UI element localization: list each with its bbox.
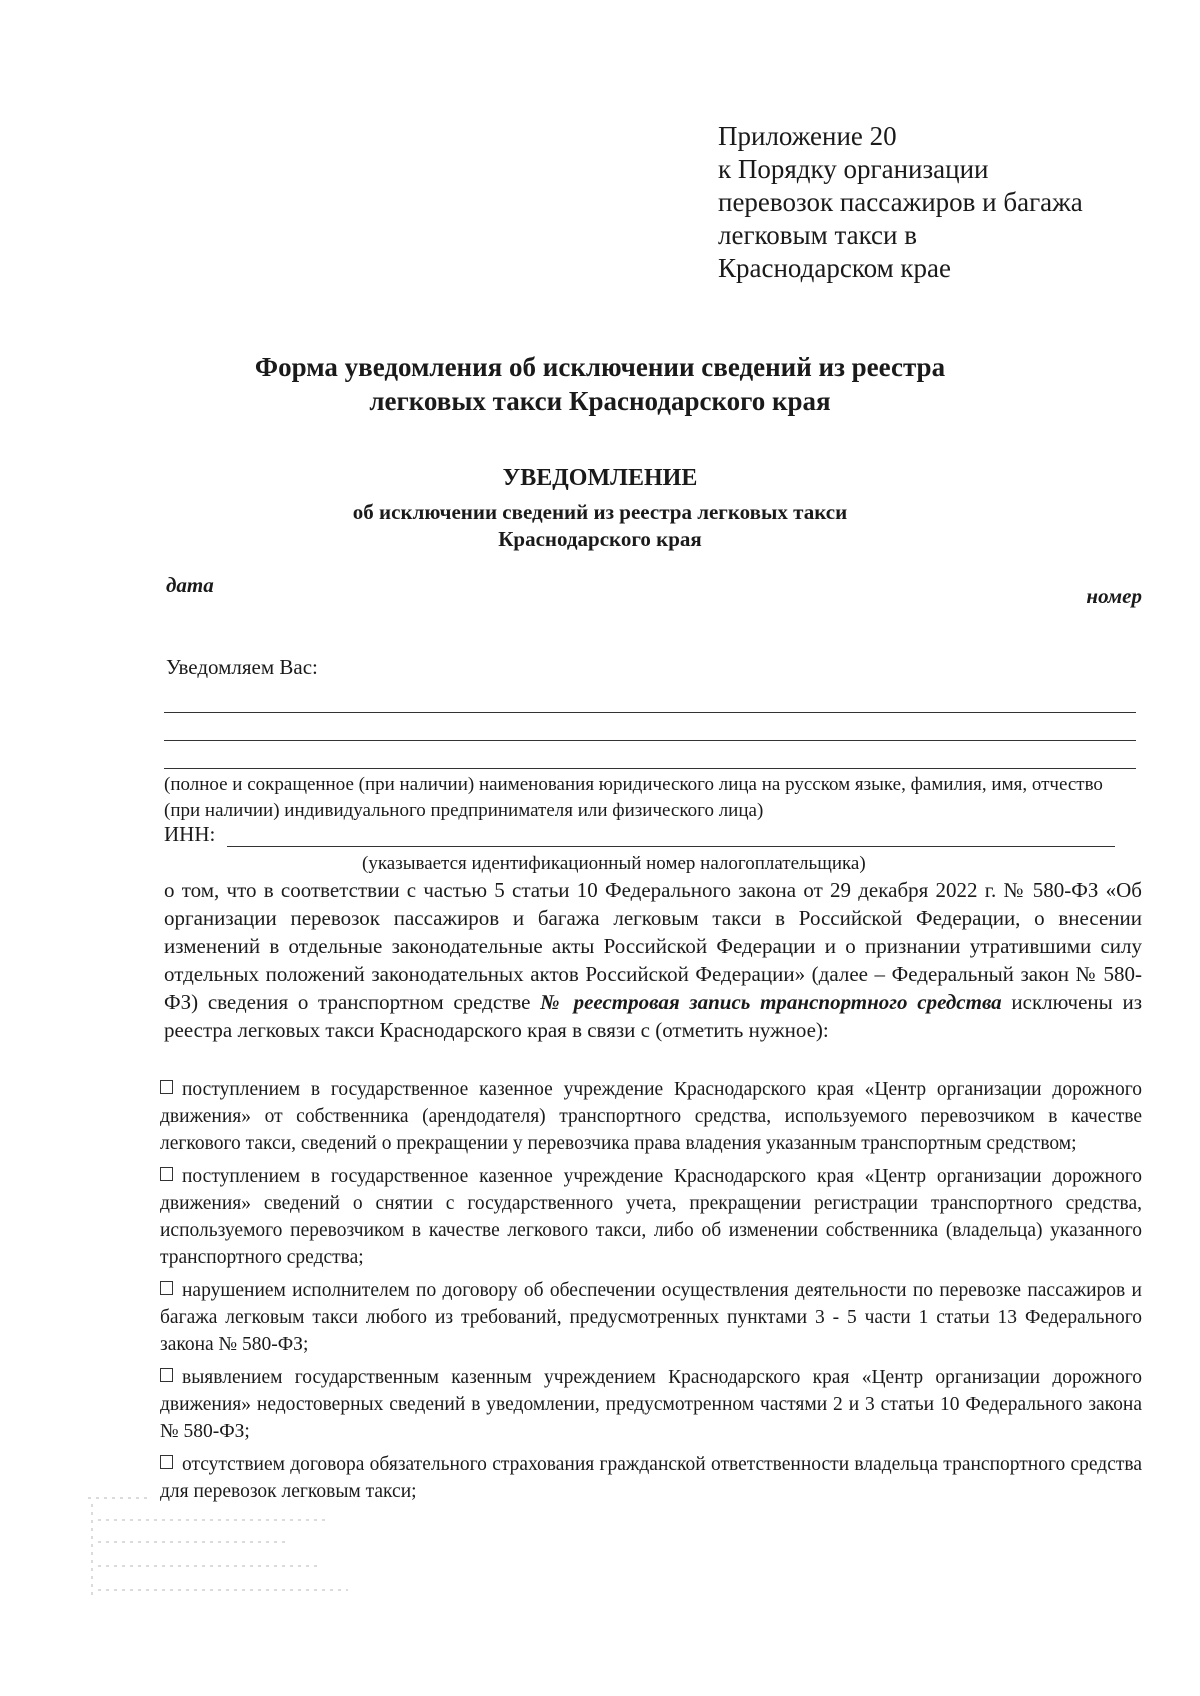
body-text-part2: исключены из реестра легковых такси Краснодарского края в связи с (отметить нужное): — [164, 990, 1143, 1042]
body-paragraph — [164, 876, 1142, 1044]
number-label: номер — [1086, 584, 1142, 608]
checkbox[interactable] — [160, 1281, 173, 1295]
appendix-line: Приложение 20 — [718, 121, 897, 151]
notice-subtitle-line: об исключении сведений из реестра легковых такси — [352, 500, 848, 524]
notice-subtitle — [150, 499, 1050, 553]
body-text-part1: о том, что в соответствии с частью 5 статьи 10 Федерального закона от 29 декабря 2022 г. № 580-ФЗ «Об организации перевозок пассажиров и багажа легковым такси в Российской Федерации, о внесении изменений в отдельные законодательные акты Российской Федерации и о признании утратившими силу отдельных положений законодательных актов Российской Федерации» (далее – Федеральный закон № 580-ФЗ) сведения о транспортном средстве — [164, 878, 1142, 1014]
appendix-line: перевозок пассажиров и багажа — [718, 187, 1083, 217]
record-placeholder: реестровая запись транспортного средства — [573, 990, 1002, 1014]
recipient-blank-line — [164, 740, 1136, 741]
notice-heading: УВЕДОМЛЕНИЕ — [502, 465, 698, 491]
reason-text: выявлением государственным казенным учреждением Краснодарского края «Центр организации дорожного движения» недостоверных сведений в уведомлении, предусмотренном частями 2 и 3 статьи 10 Федерального закона № 580-ФЗ; — [160, 1367, 1142, 1442]
inn-hint: (указывается идентификационный номер налогоплательщика) — [362, 853, 866, 874]
appendix-line: к Порядку организации — [718, 154, 989, 184]
reason-item — [160, 1277, 1142, 1358]
reasons-list — [160, 1076, 1142, 1511]
appendix-line: легковым такси в — [718, 220, 917, 250]
date-label: дата — [166, 573, 214, 597]
inn-row — [164, 822, 1115, 847]
notify-text: Уведомляем Вас: — [166, 655, 318, 679]
checkbox[interactable] — [160, 1368, 173, 1382]
form-title — [150, 350, 1050, 418]
reason-text: отсутствием договора обязательного страхования гражданской ответственности владельца транспортного средства для перевозок легковым такси; — [160, 1454, 1142, 1502]
checkbox[interactable] — [160, 1167, 173, 1181]
appendix-block — [718, 120, 1083, 285]
number-sign: № — [540, 990, 564, 1014]
recipient-blank-line — [164, 712, 1136, 713]
form-title-line: Форма уведомления об исключении сведений из реестра — [254, 352, 946, 382]
recipient-blank-line — [164, 768, 1136, 769]
reason-text: нарушением исполнителем по договору об обеспечении осуществления деятельности по перевозке пассажиров и багажа легковым такси любого из требований, предусмотренных пунктами 3 - 5 части 1 статьи 13 Федерального закона № 580-ФЗ; — [160, 1280, 1142, 1355]
appendix-line: Краснодарском крае — [718, 253, 952, 283]
inn-label: ИНН: — [164, 822, 216, 846]
reason-item — [160, 1364, 1142, 1445]
faded-stamp-mark — [88, 1490, 388, 1610]
reason-item — [160, 1076, 1142, 1157]
checkbox[interactable] — [160, 1455, 173, 1469]
checkbox[interactable] — [160, 1080, 173, 1094]
reason-text: поступлением в государственное казенное учреждение Краснодарского края «Центр организации дорожного движения» сведений о снятии с государственного учета, прекращении регистрации транспортного средства, используемого перевозчиком в качестве легкового такси, либо об изменении собственника (владельца) указанного транспортного средства; — [160, 1166, 1142, 1268]
recipient-hint: (полное и сокращенное (при наличии) наименования юридического лица на русском языке, фамилия, имя, отчество (при наличии) индивидуального предпринимателя или физического лица) — [164, 774, 1103, 821]
inn-blank-line — [227, 828, 1115, 847]
notice-subtitle-line: Краснодарского края — [498, 527, 702, 551]
reason-text: поступлением в государственное казенное учреждение Краснодарского края «Центр организации дорожного движения» от собственника (арендодателя) транспортного средства, используемого перевозчиком в качестве легкового такси, сведений о прекращении у перевозчика права владения указанным транспортным средством; — [160, 1079, 1142, 1154]
form-title-line: легковых такси Краснодарского края — [369, 386, 831, 416]
reason-item — [160, 1163, 1142, 1271]
